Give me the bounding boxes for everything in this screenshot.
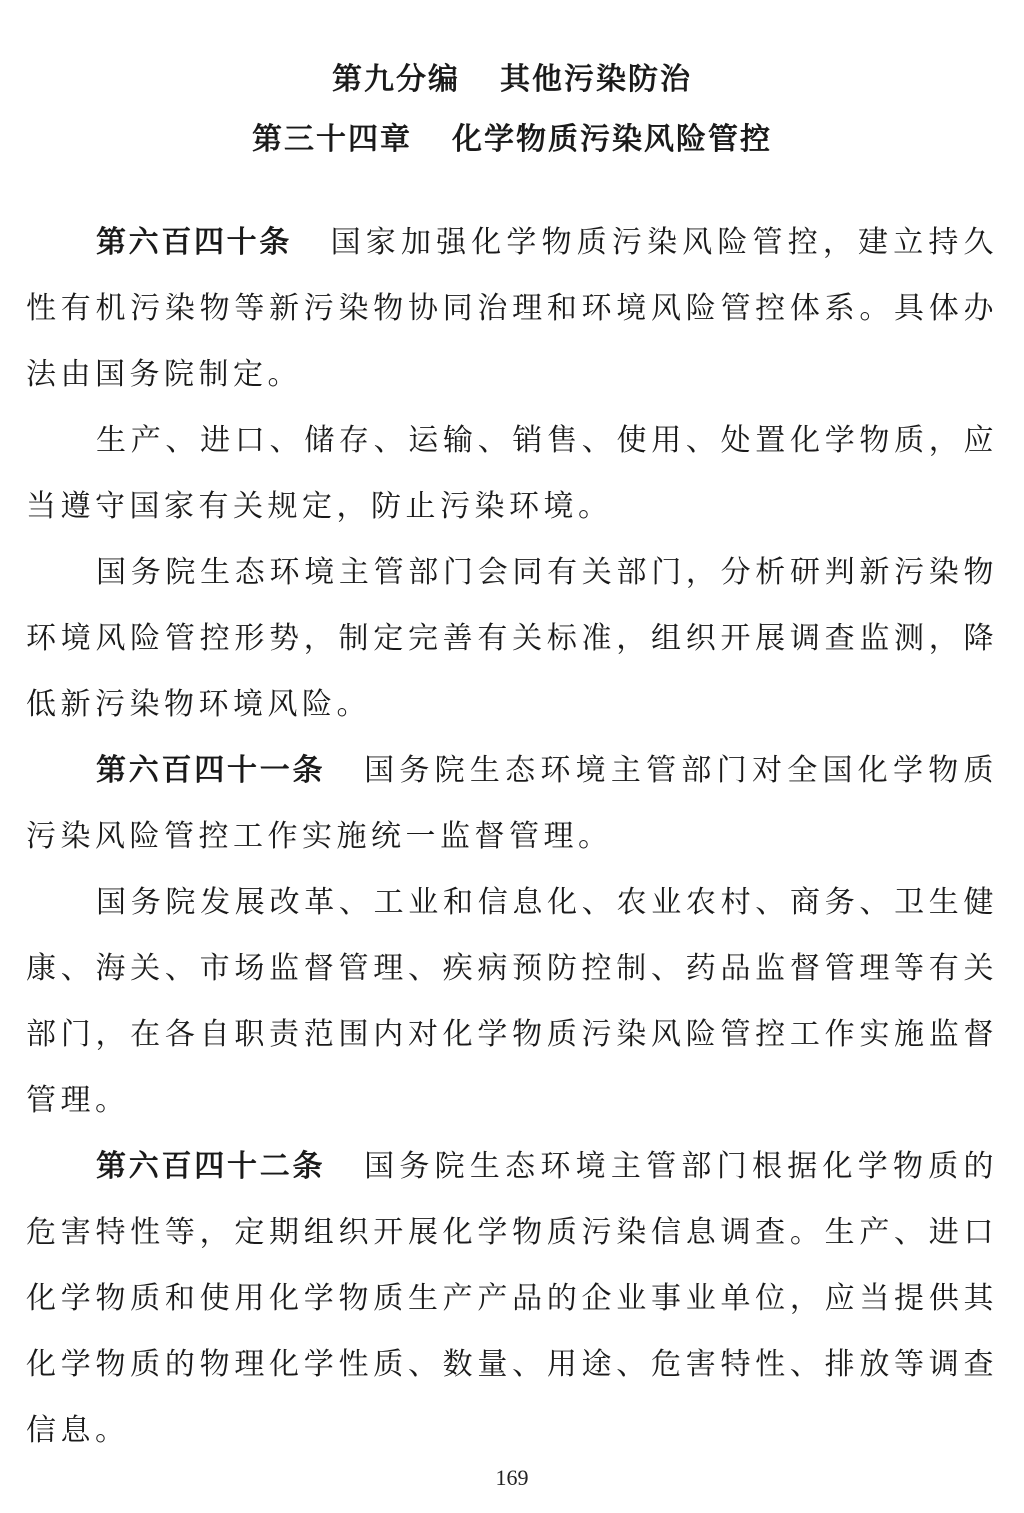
page-number: 169 [495,1465,529,1490]
article-paragraph: 国务院发展改革、工业和信息化、农业农村、商务、卫生健康、海关、市场监督管理、疾病预防控制、药品监督管理等有关部门，在各自职责范围内对化学物质污染风险管控工作实施监督管理。 [26,885,998,1118]
article-paragraph [26,1134,998,1464]
chapter-name: 化学物质污染风险管控 [452,122,772,157]
article-paragraph [26,738,998,870]
chapter-title [26,110,998,170]
article-number: 第六百四十条 [96,225,292,260]
part-label: 第九分编 [332,62,460,97]
article-642 [26,1134,998,1464]
article-number: 第六百四十一条 [96,753,326,788]
part-name: 其他污染防治 [500,62,692,97]
article-641 [26,738,998,1134]
article-number: 第六百四十二条 [96,1149,326,1184]
article-640 [26,210,998,738]
article-text: 国家加强化学物质污染风险管控，建立持久性有机污染物等新污染物协同治理和环境风险管控体系。具体办法由国务院制定。 [26,225,999,392]
article-paragraph [26,210,998,408]
chapter-label: 第三十四章 [252,122,412,157]
article-paragraph: 国务院生态环境主管部门会同有关部门，分析研判新污染物环境风险管控形势，制定完善有关标准，组织开展调查监测，降低新污染物环境风险。 [26,555,998,722]
part-title [26,50,998,110]
article-paragraph: 生产、进口、储存、运输、销售、使用、处置化学物质，应当遵守国家有关规定，防止污染环境。 [26,423,998,524]
article-text: 国务院生态环境主管部门对全国化学物质污染风险管控工作实施统一监督管理。 [26,753,999,854]
article-text: 国务院生态环境主管部门根据化学物质的危害特性等，定期组织开展化学物质污染信息调查。生产、进口化学物质和使用化学物质生产产品的企业事业单位，应当提供其化学物质的物理化学性质、数量、用途、危害特性、排放等调查信息。 [26,1149,999,1448]
